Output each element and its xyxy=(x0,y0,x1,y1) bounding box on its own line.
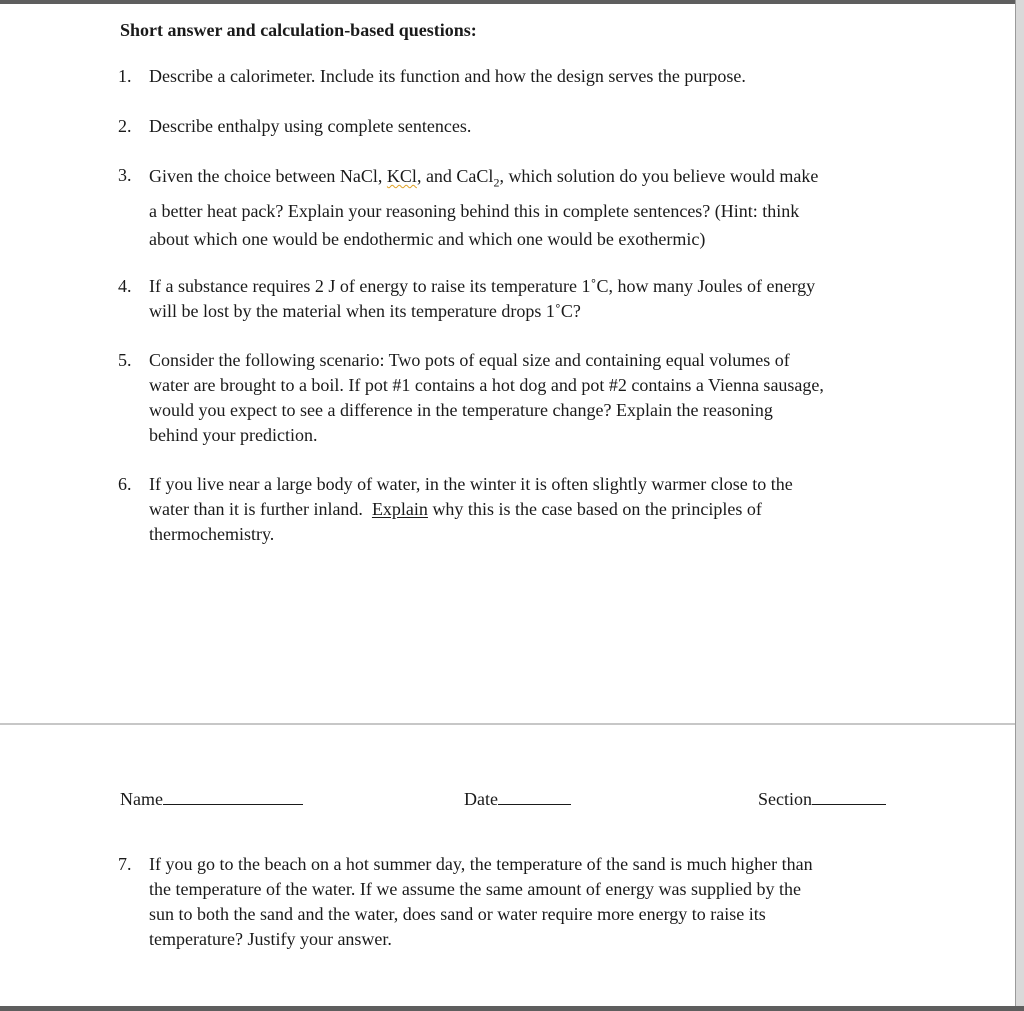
question-text: a better heat pack? Explain your reasoning behind this in complete sentences? (Hint: think xyxy=(149,200,800,221)
question-number: 1. xyxy=(118,66,132,86)
date-field[interactable] xyxy=(464,786,571,810)
page-heading: Short answer and calculation-based questions: xyxy=(120,20,477,40)
page-break-divider xyxy=(0,723,1015,725)
question-text: thermochemistry. xyxy=(149,524,275,544)
question-text: temperature? Justify your answer. xyxy=(149,929,392,949)
question-text: will be lost by the material when its temperature drops 1˚C? xyxy=(149,301,581,321)
question-text: water than it is further inland. Explain why this is the case based on the principles of xyxy=(149,499,762,519)
name-label: Name xyxy=(120,789,163,809)
question-number: 3. xyxy=(118,165,132,185)
question-number: 4. xyxy=(118,276,132,296)
question-text: sun to both the sand and the water, does sand or water require more energy to raise its xyxy=(149,904,766,924)
question-text: If you live near a large body of water, in the winter it is often slightly warmer close to the xyxy=(149,474,793,494)
date-label: Date xyxy=(464,789,498,809)
date-blank[interactable] xyxy=(498,786,571,805)
question-number: 5. xyxy=(118,350,132,370)
window-top-edge xyxy=(0,0,1024,4)
question-number: 7. xyxy=(118,854,132,874)
window-bottom-edge xyxy=(0,1006,1024,1011)
question-text: about which one would be endothermic and which one would be exothermic) xyxy=(149,228,706,249)
question-text: If a substance requires 2 J of energy to raise its temperature 1˚C, how many Joules of energy xyxy=(149,276,816,296)
question-text: If you go to the beach on a hot summer day, the temperature of the sand is much higher than xyxy=(149,854,813,874)
section-field[interactable] xyxy=(758,786,886,810)
question-text: Describe a calorimeter. Include its function and how the design serves the purpose. xyxy=(149,66,746,86)
name-field[interactable] xyxy=(120,786,303,810)
section-blank[interactable] xyxy=(812,786,886,805)
question-text: water are brought to a boil. If pot #1 contains a hot dog and pot #2 contains a Vienna sausage, xyxy=(149,375,824,395)
name-blank[interactable] xyxy=(163,786,303,805)
section-label: Section xyxy=(758,789,812,809)
question-text: the temperature of the water. If we assume the same amount of energy was supplied by the xyxy=(149,879,801,899)
question-text: Consider the following scenario: Two pots of equal size and containing equal volumes of xyxy=(149,350,790,370)
question-text: Describe enthalpy using complete sentences. xyxy=(149,116,472,136)
question-text: would you expect to see a difference in the temperature change? Explain the reasoning xyxy=(149,400,773,420)
question-number: 6. xyxy=(118,474,132,494)
spellcheck-flag[interactable]: KCl xyxy=(386,166,417,186)
question-text: Given the choice between NaCl, KCl, and CaCl$_2$, which solution do you believe would make xyxy=(149,166,819,190)
question-text: behind your prediction. xyxy=(149,425,318,445)
scrollbar-track[interactable] xyxy=(1015,0,1024,1011)
question-number: 2. xyxy=(118,116,132,136)
